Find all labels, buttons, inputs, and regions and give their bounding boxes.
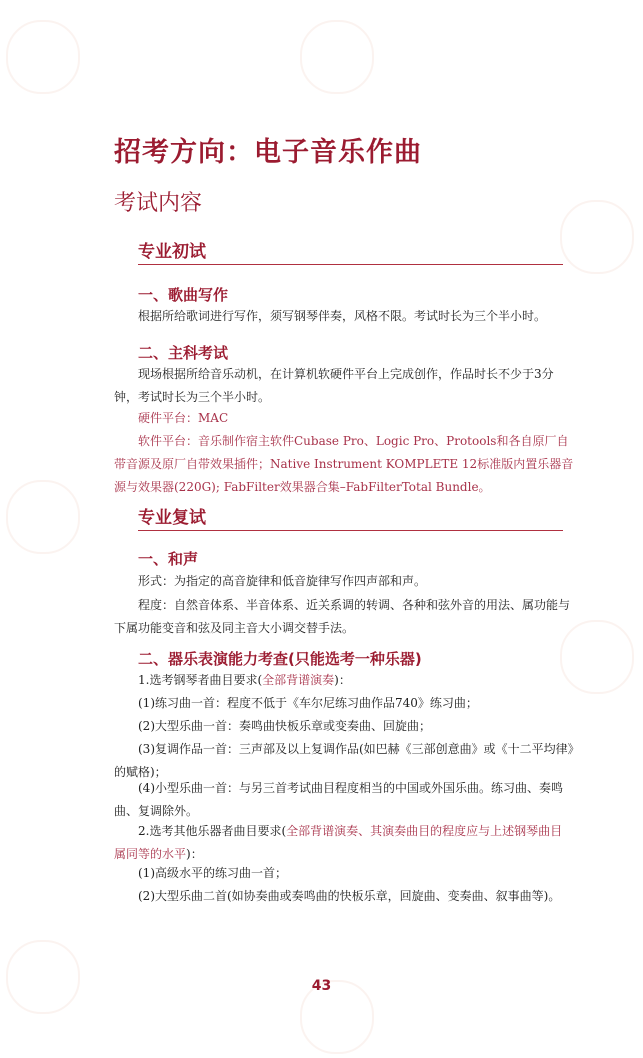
paragraph-hardware: 硬件平台：MAC: [138, 411, 229, 425]
piano-intro-text: 1.选考钢琴者曲目要求(: [138, 673, 263, 687]
subheading-instrument: 二、器乐表演能力考查(只能选考一种乐器): [138, 650, 422, 668]
page-number: 43: [311, 978, 332, 994]
list-item-other-1: (1)高级水平的练习曲一首；: [138, 866, 287, 880]
paragraph-software: 软件平台：音乐制作宿主软件Cubase Pro、Logic Pro、Protools和各自原厂自带音源及原厂自带效果插件；Native Instrument KOMPLETE 12标准版内置乐器音源与效果器(220G); FabFilter效果器合集–FabFilterTotal Bundle。: [114, 434, 574, 494]
section-heading-label: 专业复试: [138, 508, 206, 528]
piano-intro-highlight: 全部背谱演奏: [262, 673, 335, 687]
list-item-piano-2: (2)大型乐曲一首：奏鸣曲快板乐章或变奏曲、回旋曲；: [138, 719, 432, 733]
watermark-seal: [6, 20, 80, 94]
paragraph-song-writing: 根据所给歌词进行写作，须写钢琴伴奏，风格不限。考试时长为三个半小时。: [138, 309, 547, 323]
paragraph-other-intro: [114, 820, 574, 866]
piano-intro-end: )：: [334, 673, 351, 687]
paragraph-main-exam: 现场根据所给音乐动机，在计算机软硬件平台上完成创作，作品时长不少于3分钟，考试时长为三个半小时。: [114, 367, 554, 404]
paragraph-piano-intro: [114, 669, 574, 692]
paragraph-harmony-degree: 程度：自然音体系、半音体系、近关系调的转调、各种和弦外音的用法、属功能与下属功能变音和弦及同主音大小调交替手法。: [114, 598, 571, 635]
other-intro-end: )：: [186, 847, 203, 861]
list-item-piano-1: (1)练习曲一首：程度不低于《车尔尼练习曲作品740》练习曲；: [138, 696, 478, 710]
subheading-main-exam: 二、主科考试: [138, 344, 229, 362]
list-item-piano-3: (3)复调作品一首：三声部及以上复调作品(如巴赫《三部创意曲》或《十二平均律》的赋格)；: [114, 742, 574, 779]
subheading-harmony: 一、和声: [138, 550, 199, 568]
other-intro-text: 2.选考其他乐器者曲目要求(: [138, 824, 287, 838]
other-intro-highlight: 全部背谱演奏、其演奏曲目的程度应与上述钢琴曲目属同等的水平: [114, 824, 563, 861]
paragraph-harmony-form: 形式：为指定的高音旋律和低音旋律写作四声部和声。: [138, 574, 427, 588]
watermark-seal: [560, 200, 634, 274]
subheading-song-writing: 一、歌曲写作: [138, 286, 229, 304]
page-title: 招考方向：电子音乐作曲: [114, 137, 422, 168]
watermark-seal: [300, 20, 374, 94]
list-item-piano-4: (4)小型乐曲一首：与另三首考试曲目程度相当的中国或外国乐曲。练习曲、奏鸣曲、复调除外。: [114, 781, 564, 818]
watermark-seal: [6, 940, 80, 1014]
section-heading-label: 专业初试: [138, 242, 206, 262]
list-item-other-2: (2)大型乐曲二首(如协奏曲或奏鸣曲的快板乐章，回旋曲、变奏曲、叙事曲等)。: [138, 889, 561, 903]
section-heading-retest: [138, 504, 563, 531]
page-subtitle: 考试内容: [114, 191, 203, 216]
section-heading-preliminary: [138, 238, 563, 265]
watermark-seal: [6, 480, 80, 554]
